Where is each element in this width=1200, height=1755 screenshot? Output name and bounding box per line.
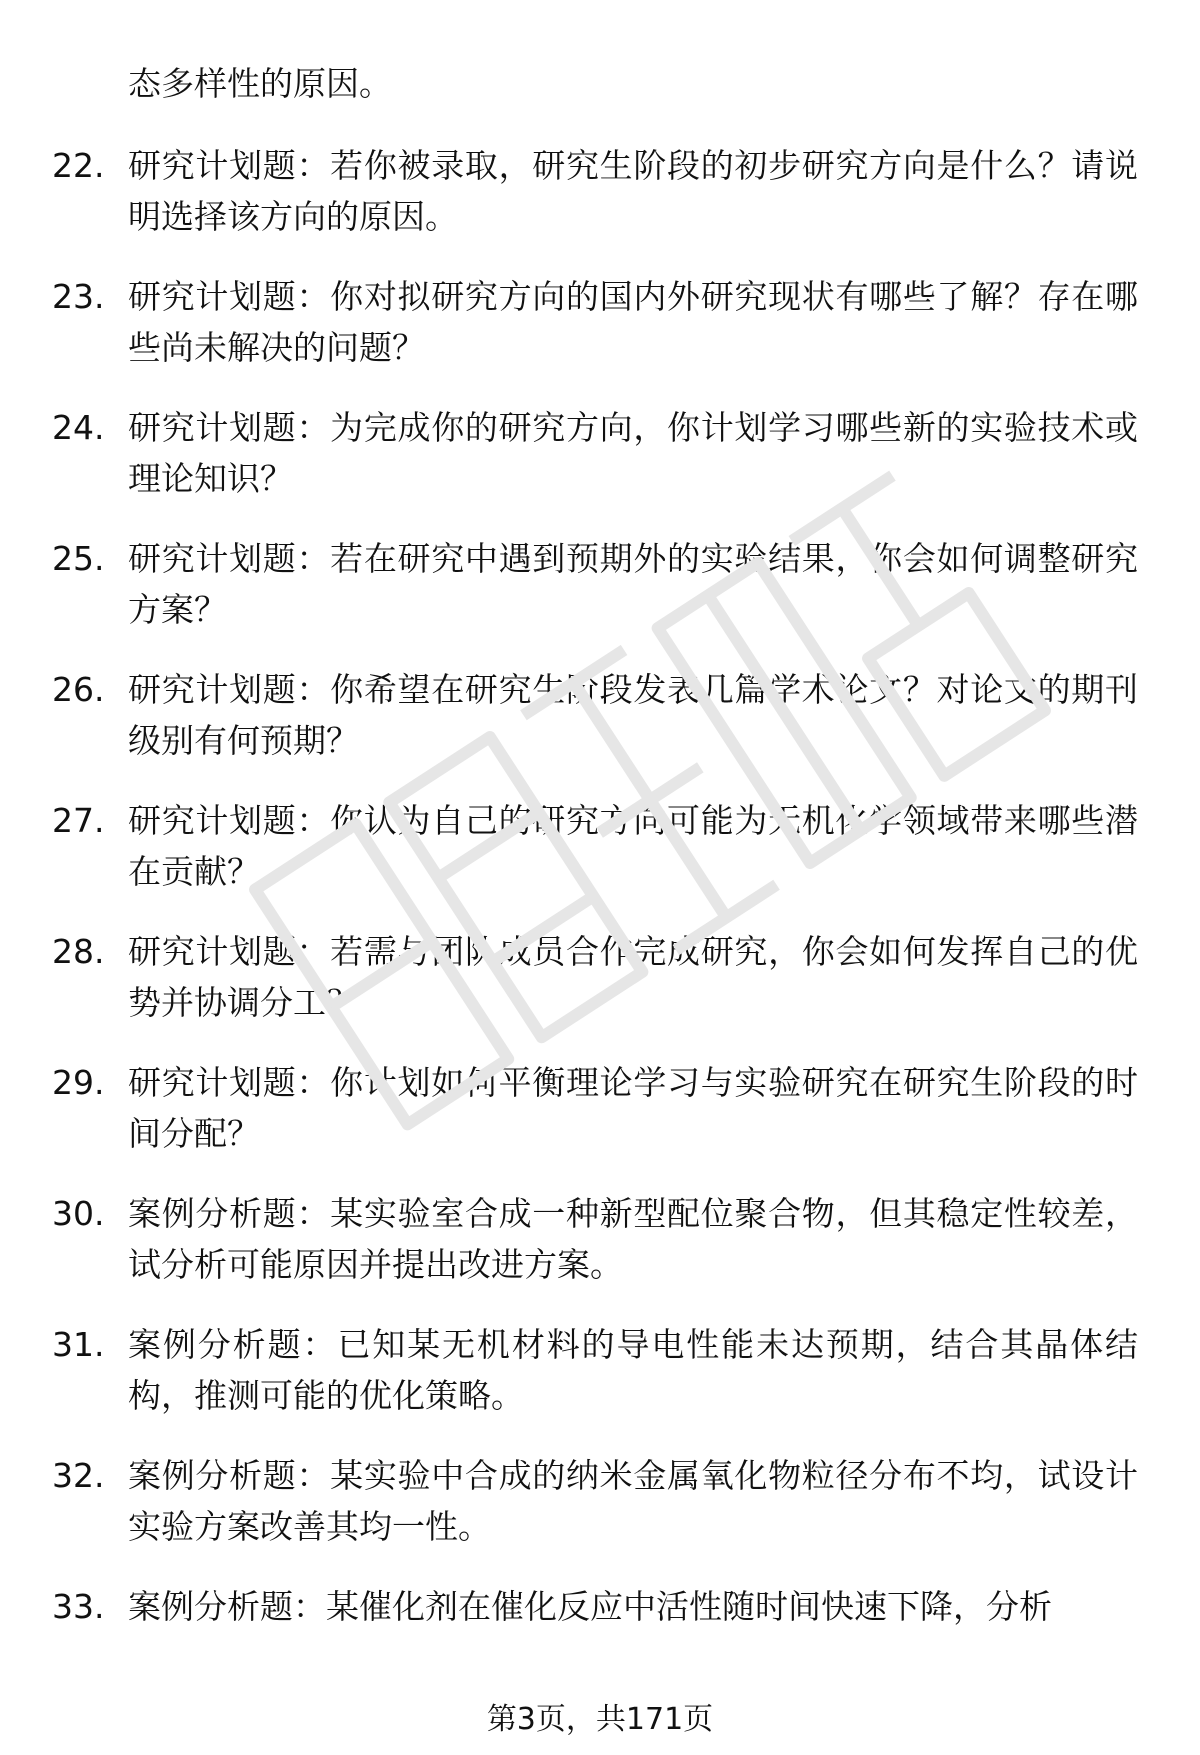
question-number: 22. xyxy=(52,146,105,185)
question-number: 30. xyxy=(52,1194,105,1233)
question-number: 27. xyxy=(52,801,105,840)
question-number: 33. xyxy=(52,1587,105,1626)
question-number: 28. xyxy=(52,932,105,971)
question-item xyxy=(0,402,1200,533)
question-text: 案例分析题：已知某无机材料的导电性能未达预期，结合其晶体结构，推测可能的优化策略。 xyxy=(128,1325,1138,1415)
question-text: 案例分析题：某催化剂在催化反应中活性随时间快速下降，分析 xyxy=(128,1587,1052,1626)
question-item xyxy=(0,1450,1200,1581)
question-list xyxy=(0,140,1200,1712)
question-item xyxy=(0,926,1200,1057)
question-item xyxy=(0,1581,1200,1712)
question-text: 案例分析题：某实验室合成一种新型配位聚合物，但其稳定性较差，试分析可能原因并提出改进方案。 xyxy=(128,1194,1138,1284)
question-text: 研究计划题：你对拟研究方向的国内外研究现状有哪些了解？存在哪些尚未解决的问题？ xyxy=(128,277,1138,367)
page-footer: 第3页，共171页 xyxy=(486,1702,714,1737)
question-text: 研究计划题：你希望在研究生阶段发表几篇学术论文？对论文的期刊级别有何预期？ xyxy=(128,670,1138,760)
question-text: 案例分析题：某实验中合成的纳米金属氧化物粒径分布不均，试设计实验方案改善其均一性。 xyxy=(128,1456,1138,1546)
question-item xyxy=(0,533,1200,664)
question-item xyxy=(0,140,1200,271)
question-text: 研究计划题：若在研究中遇到预期外的实验结果，你会如何调整研究方案？ xyxy=(128,539,1138,629)
question-number: 25. xyxy=(52,539,105,578)
question-item xyxy=(0,1188,1200,1319)
question-number: 32. xyxy=(52,1456,105,1495)
question-text: 研究计划题：若你被录取，研究生阶段的初步研究方向是什么？请说明选择该方向的原因。 xyxy=(128,146,1138,236)
question-item xyxy=(0,795,1200,926)
continuation-text: 态多样性的原因。 xyxy=(128,64,392,103)
question-item xyxy=(0,1057,1200,1188)
question-number: 26. xyxy=(52,670,105,709)
question-number: 31. xyxy=(52,1325,105,1364)
question-text: 研究计划题：你认为自己的研究方向可能为无机化学领域带来哪些潜在贡献？ xyxy=(128,801,1138,891)
question-number: 24. xyxy=(52,408,105,447)
question-number: 29. xyxy=(52,1063,105,1102)
question-item xyxy=(0,664,1200,795)
question-item xyxy=(0,271,1200,402)
question-number: 23. xyxy=(52,277,105,316)
question-text: 研究计划题：为完成你的研究方向，你计划学习哪些新的实验技术或理论知识？ xyxy=(128,408,1138,498)
question-text: 研究计划题：若需与团队成员合作完成研究，你会如何发挥自己的优势并协调分工？ xyxy=(128,932,1138,1022)
question-item xyxy=(0,1319,1200,1450)
question-text: 研究计划题：你计划如何平衡理论学习与实验研究在研究生阶段的时间分配？ xyxy=(128,1063,1138,1153)
